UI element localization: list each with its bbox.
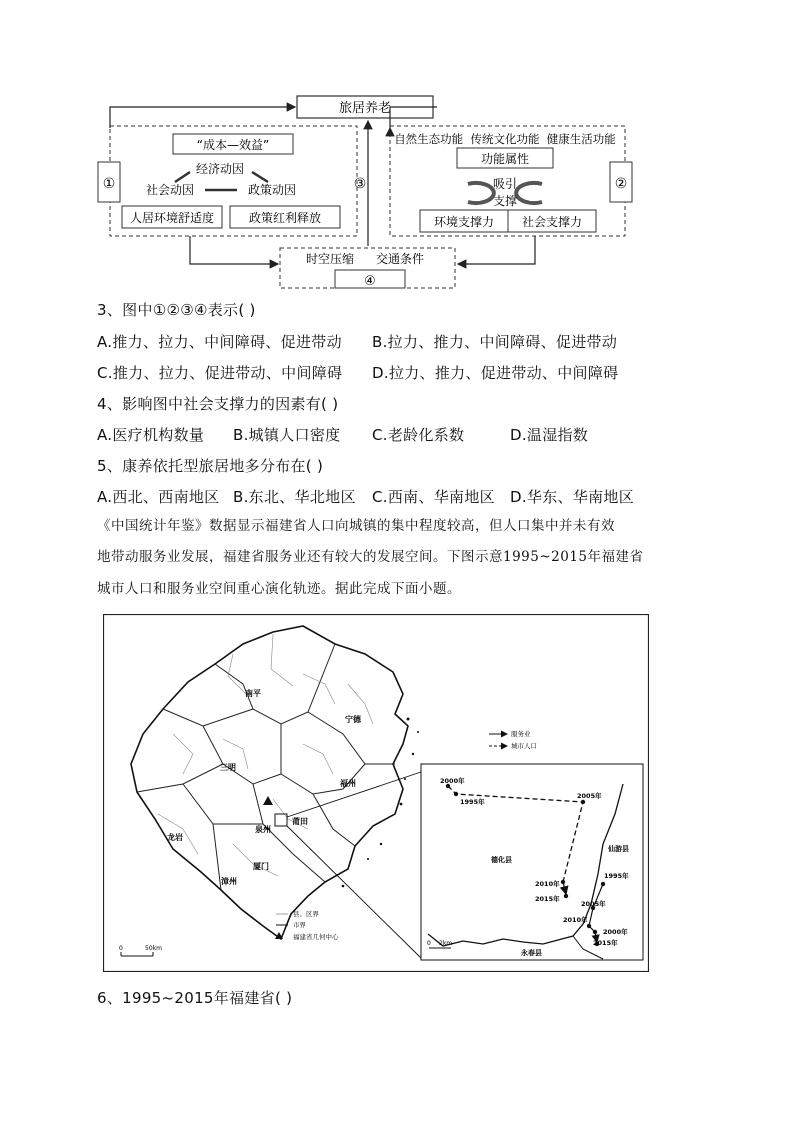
marker-2: ② bbox=[614, 176, 628, 192]
marker-4: ④ bbox=[364, 274, 376, 289]
city-putian: 莆田 bbox=[292, 817, 308, 826]
svg-text:支撑: 支撑 bbox=[492, 194, 518, 208]
svg-text:城市人口: 城市人口 bbox=[511, 742, 537, 750]
svg-text:2000年: 2000年 bbox=[440, 777, 465, 785]
q3-opt-a: A.推力、拉力、中间障碍、促进带动 bbox=[97, 333, 342, 351]
passage-line-2: 地带动服务业发展，福建省服务业还有较大的发展空间。下图示意1995~2015年福建省 bbox=[97, 549, 644, 565]
county-dehua: 德化县 bbox=[491, 856, 512, 864]
marker-1: ① bbox=[102, 176, 116, 192]
q4-opt-b: B.城镇人口密度 bbox=[233, 426, 341, 444]
q5-opt-c: C.西南、华南地区 bbox=[372, 488, 495, 506]
q3-opt-d: D.拉力、推力、促进带动、中间障碍 bbox=[372, 364, 619, 382]
svg-text:环境支撑力: 环境支撑力 bbox=[433, 215, 495, 229]
svg-text:2010年: 2010年 bbox=[563, 916, 588, 924]
svg-text:2000年: 2000年 bbox=[603, 928, 628, 936]
q3-opt-b: B.拉力、推力、中间障碍、促进带动 bbox=[372, 333, 618, 351]
city-fuzhou: 福州 bbox=[340, 779, 356, 788]
city-sanming: 三明 bbox=[220, 763, 236, 772]
svg-text:2km: 2km bbox=[439, 940, 453, 947]
svg-text:经济动因: 经济动因 bbox=[195, 162, 245, 176]
flow-diagram bbox=[90, 88, 650, 293]
q4-stem: 4、影响图中社会支撑力的因素有( ) bbox=[97, 395, 339, 413]
svg-text:50km: 50km bbox=[145, 945, 162, 952]
svg-text:交通条件: 交通条件 bbox=[375, 252, 425, 266]
top-box-label: 旅居养老 bbox=[338, 101, 392, 116]
q4-opt-c: C.老龄化系数 bbox=[372, 426, 465, 444]
svg-text:2010年: 2010年 bbox=[535, 880, 560, 888]
q5-opt-d: D.华东、华南地区 bbox=[510, 488, 635, 506]
svg-text:市界: 市界 bbox=[293, 921, 306, 929]
svg-text:1995年: 1995年 bbox=[460, 798, 485, 806]
q4-opt-d: D.温湿指数 bbox=[510, 426, 589, 444]
city-xiamen: 厦门 bbox=[253, 862, 269, 871]
q3-stem: 3、图中①②③④表示( ) bbox=[97, 301, 256, 319]
svg-text:人居环境舒适度: 人居环境舒适度 bbox=[129, 211, 215, 225]
svg-text:功能属性: 功能属性 bbox=[480, 152, 530, 166]
svg-text:服务业: 服务业 bbox=[511, 730, 531, 738]
svg-text:县、区界: 县、区界 bbox=[293, 910, 319, 918]
fujian-map bbox=[103, 614, 649, 972]
svg-text:吸引: 吸引 bbox=[492, 177, 518, 191]
svg-text:0: 0 bbox=[119, 945, 123, 952]
marker-3: ③ bbox=[353, 176, 367, 192]
county-xianyou: 仙游县 bbox=[608, 845, 629, 853]
svg-text:2005年: 2005年 bbox=[577, 792, 602, 800]
q3-opt-c: C.推力、拉力、促进带动、中间障碍 bbox=[97, 364, 343, 382]
city-ningde: 宁德 bbox=[345, 715, 361, 724]
q4-opt-a: A.医疗机构数量 bbox=[97, 426, 205, 444]
svg-text:政策红利释放: 政策红利释放 bbox=[248, 211, 322, 225]
city-quanzhou: 泉州 bbox=[255, 825, 271, 834]
passage-line-1: 《中国统计年鉴》数据显示福建省人口向城镇的集中程度较高，但人口集中并未有效 bbox=[97, 518, 615, 534]
svg-text:政策动因: 政策动因 bbox=[247, 183, 297, 197]
svg-text:2005年: 2005年 bbox=[581, 900, 606, 908]
county-yongchun: 永春县 bbox=[521, 949, 542, 957]
svg-text:福建省几何中心: 福建省几何中心 bbox=[293, 933, 339, 941]
svg-text:社会动因: 社会动因 bbox=[145, 183, 195, 197]
city-nanping: 南平 bbox=[245, 689, 261, 698]
svg-text:自然生态功能 传统文化功能 健康生活功能: 自然生态功能 传统文化功能 健康生活功能 bbox=[394, 132, 616, 146]
svg-text:1995年: 1995年 bbox=[604, 872, 629, 880]
svg-text:2015年: 2015年 bbox=[535, 895, 560, 903]
q6-stem: 6、1995~2015年福建省( ) bbox=[97, 989, 293, 1007]
svg-text:社会支撑力: 社会支撑力 bbox=[521, 215, 583, 229]
q5-opt-a: A.西北、西南地区 bbox=[97, 488, 220, 506]
svg-text:2015年: 2015年 bbox=[593, 939, 618, 947]
svg-text:时空压缩: 时空压缩 bbox=[305, 252, 355, 266]
city-longyan: 龙岩 bbox=[167, 833, 183, 842]
q5-opt-b: B.东北、华北地区 bbox=[233, 488, 356, 506]
q5-stem: 5、康养依托型旅居地多分布在( ) bbox=[97, 457, 324, 475]
svg-text:0: 0 bbox=[427, 940, 431, 947]
svg-text:“成本—效益”: “成本—效益” bbox=[196, 138, 270, 152]
passage-line-3: 城市人口和服务业空间重心演化轨迹。据此完成下面小题。 bbox=[97, 581, 461, 597]
city-zhangzhou: 漳州 bbox=[221, 877, 237, 886]
